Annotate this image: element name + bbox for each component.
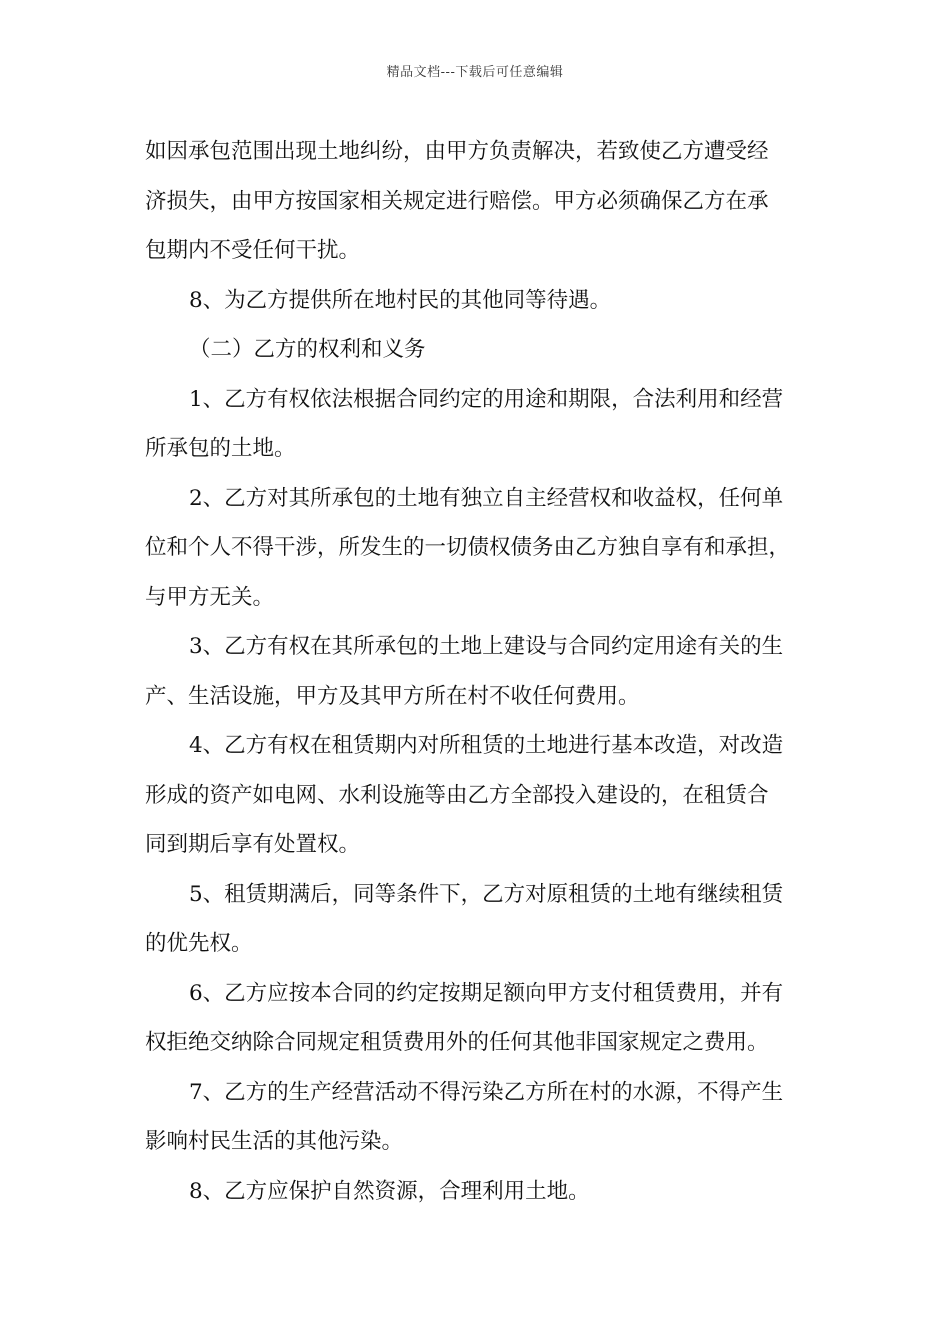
paragraph: [145, 1167, 811, 1217]
text-line: （二）乙方的权利和义务: [189, 337, 426, 362]
text-line: 位和个人不得干涉，所发生的一切债权债务由乙方独自享有和承担，: [145, 535, 791, 560]
text-line: 5、租赁期满后，同等条件下，乙方对原租赁的土地有继续租赁: [189, 881, 784, 907]
page-header: 精品文档---下载后可任意编辑: [386, 65, 564, 80]
paragraph: [145, 969, 811, 1068]
text-line: 济损失，由甲方按国家相关规定进行赔偿。甲方必须确保乙方在承: [145, 188, 769, 214]
text-line: 的优先权。: [145, 931, 253, 956]
text-line: 7、乙方的生产经营活动不得污染乙方所在村的水源，不得产生: [189, 1079, 784, 1105]
text-line: 影响村民生活的其他污染。: [145, 1129, 404, 1154]
text-line: 2、乙方对其所承包的土地有独立自主经营权和收益权，任何单: [189, 485, 784, 511]
paragraph: [145, 474, 811, 623]
paragraph: [145, 870, 811, 969]
paragraph: [145, 1068, 811, 1167]
text-line: 8、为乙方提供所在地村民的其他同等待遇。: [189, 287, 612, 313]
text-line: 8、乙方应保护自然资源，合理利用土地。: [189, 1178, 590, 1204]
text-line: 产、生活设施，甲方及其甲方所在村不收任何费用。: [145, 683, 640, 709]
paragraph: [145, 375, 811, 474]
paragraph: [145, 325, 811, 375]
text-line: 1、乙方有权依法根据合同约定的用途和期限，合法利用和经营: [189, 386, 784, 412]
paragraph: [145, 127, 811, 276]
text-line: 包期内不受任何干扰。: [145, 238, 361, 263]
text-line: 同到期后享有处置权。: [145, 832, 361, 857]
text-line: 所承包的土地。: [145, 436, 296, 461]
document-body: [145, 127, 811, 1216]
paragraph: [145, 276, 811, 326]
text-line: 6、乙方应按本合同的约定按期足额向甲方支付租赁费用，并有: [189, 980, 784, 1006]
text-line: 如因承包范围出现土地纠纷，由甲方负责解决，若致使乙方遭受经: [145, 139, 769, 164]
text-line: 与甲方无关。: [145, 584, 275, 610]
text-line: 权拒绝交纳除合同规定租赁费用外的任何其他非国家规定之费用。: [145, 1030, 769, 1055]
text-line: 3、乙方有权在其所承包的土地上建设与合同约定用途有关的生: [189, 634, 784, 659]
text-line: 4、乙方有权在租赁期内对所租赁的土地进行基本改造，对改造: [189, 733, 784, 758]
text-line: 形成的资产如电网、水利设施等由乙方全部投入建设的，在租赁合: [145, 782, 769, 808]
paragraph: [145, 721, 811, 870]
paragraph: [145, 622, 811, 721]
